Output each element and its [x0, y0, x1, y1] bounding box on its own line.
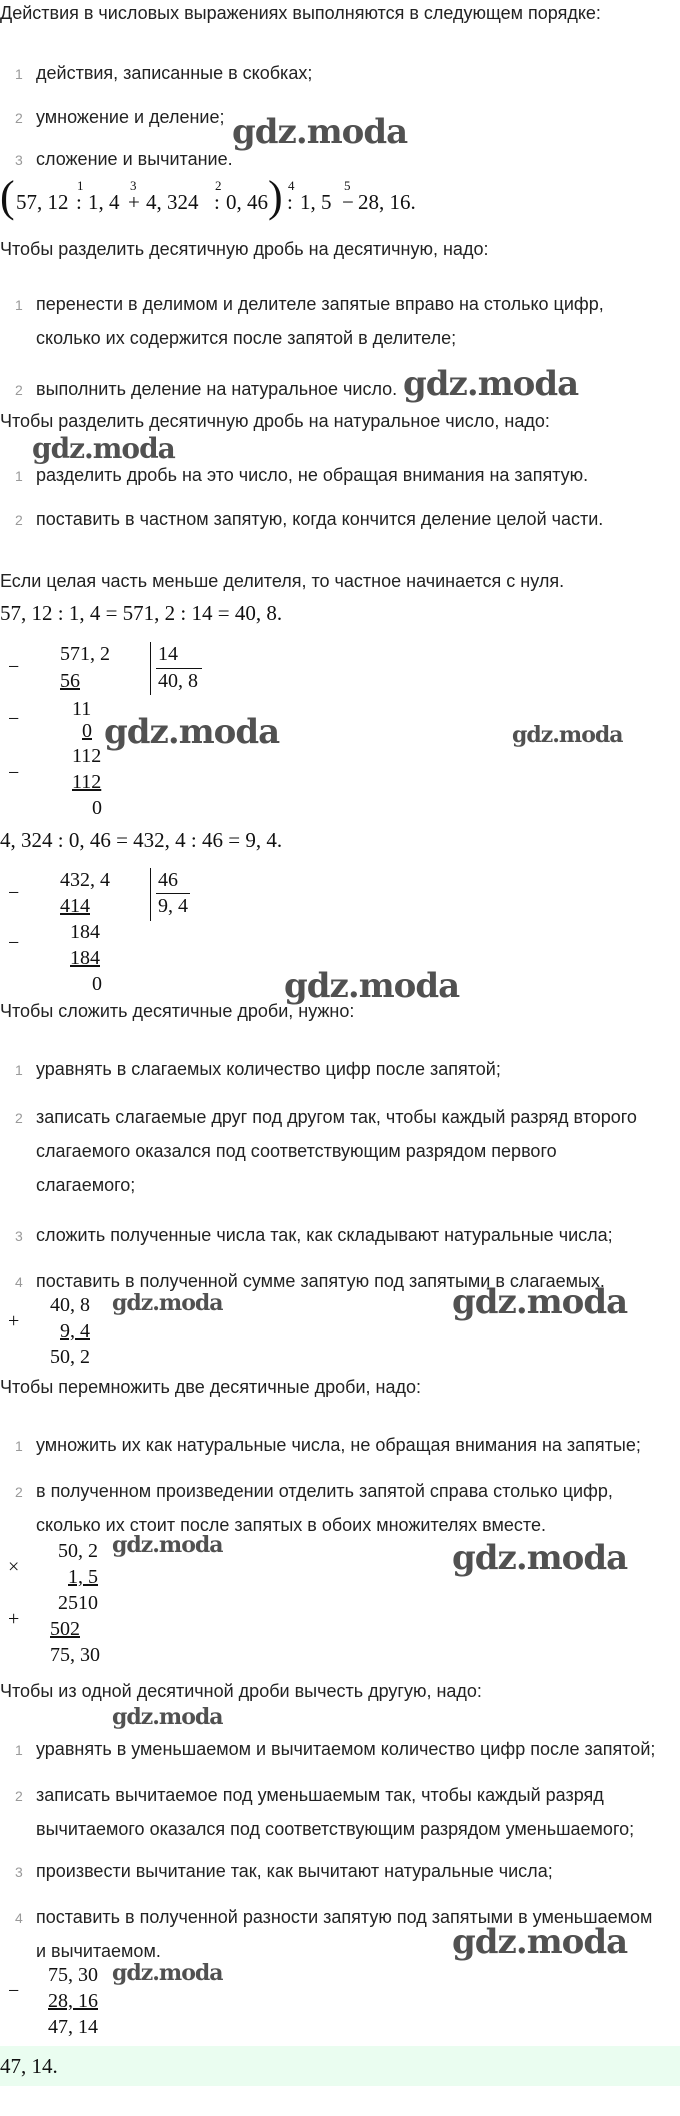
addend: 40, 8 — [50, 1294, 90, 1316]
step-number: 4 — [15, 1274, 23, 1290]
partial-row: 0 — [92, 797, 102, 819]
partial-product: 502 — [50, 1618, 80, 1640]
step-number: 2 — [15, 512, 23, 528]
minus-sign: − — [8, 656, 20, 678]
paren-open: ( — [0, 172, 15, 221]
step-text: перенести в делимом и делителе запятые вправо на столько цифр, — [36, 294, 604, 314]
dividend: 432, 4 — [60, 869, 110, 891]
expr-order: 1 — [77, 178, 84, 193]
quotient: 40, 8 — [158, 670, 198, 692]
minus-sign: − — [8, 708, 20, 730]
divisor: 46 — [158, 869, 178, 891]
expr-term: 4, 324 — [146, 190, 199, 214]
step-text: сложить полученные числа так, как складывают натуральные числа; — [36, 1225, 613, 1245]
watermark: gdz.moda — [104, 712, 280, 752]
nat-rule-title: Чтобы разделить десятичную дробь на натуральное число, надо: — [0, 411, 550, 431]
step-number: 2 — [15, 1788, 23, 1804]
step-number: 2 — [15, 382, 23, 398]
divisor: 14 — [158, 643, 178, 665]
quotient: 9, 4 — [158, 895, 188, 917]
partial-row: 56 — [60, 670, 80, 692]
step-text: действия, записанные в скобках; — [36, 63, 313, 83]
calc2-line: 4, 324 : 0, 46 = 432, 4 : 46 = 9, 4. — [0, 828, 283, 852]
minus-sign: − — [8, 1980, 20, 2002]
partial-product: 2510 — [58, 1592, 98, 1614]
calc1-line: 57, 12 : 1, 4 = 571, 2 : 14 = 40, 8. — [0, 601, 283, 625]
watermark: gdz.moda — [452, 1922, 628, 1962]
division-bar — [150, 868, 151, 921]
intro-text: Действия в числовых выражениях выполняются в следующем порядке: — [0, 3, 601, 23]
expr-term: 0, 46 — [226, 190, 268, 214]
step-text: сложение и вычитание. — [36, 149, 233, 169]
step-number: 4 — [15, 1910, 23, 1926]
division-bar — [150, 642, 151, 695]
step-number: 1 — [15, 297, 23, 313]
expr-order: 4 — [288, 178, 295, 193]
watermark: gdz.moda — [403, 364, 579, 404]
paren-close: ) — [268, 172, 283, 221]
step-text: поставить в частном запятую, когда кончится деление целой части. — [36, 509, 604, 529]
step-number: 1 — [15, 1062, 23, 1078]
step-number: 1 — [15, 468, 23, 484]
partial-row: 414 — [60, 895, 90, 917]
minus-sign: − — [8, 882, 20, 904]
step-text: разделить дробь на это число, не обращая внимания на запятую. — [36, 465, 589, 485]
expr-op: : — [214, 190, 220, 214]
step-text: слагаемого оказался под соответствующим разрядом первого — [36, 1141, 557, 1161]
step-text: поставить в полученной сумме запятую под запятыми в слагаемых. — [36, 1271, 605, 1291]
expr-order: 2 — [215, 178, 222, 193]
expr-op: : — [76, 190, 82, 214]
watermark: gdz.moda — [232, 112, 408, 152]
watermark: gdz.moda — [452, 1282, 628, 1322]
divisor-line — [156, 668, 202, 669]
watermark: gdz.moda — [32, 432, 175, 465]
step-number: 1 — [15, 66, 23, 82]
addend: 9, 4 — [60, 1320, 90, 1342]
expr-op: : — [287, 190, 293, 214]
step-text: сколько их стоит после запятых в обоих множителях вместе. — [36, 1515, 546, 1535]
step-text: записать вычитаемое под уменьшаемым так, чтобы каждый разряд — [36, 1785, 604, 1805]
watermark: gdz.moda — [284, 966, 460, 1006]
difference-result: 47, 14 — [48, 2016, 98, 2038]
expr-op: − — [342, 190, 354, 214]
step-text: умножить их как натуральные числа, не обращая внимания на запятые; — [36, 1435, 641, 1455]
partial-row: 11 — [72, 698, 92, 720]
step-text: вычитаемого оказался под соответствующим разрядом уменьшаемого; — [36, 1819, 635, 1839]
step-text: выполнить деление на натуральное число. — [36, 379, 398, 399]
step-text: записать слагаемые друг под другом так, чтобы каждый разряд второго — [36, 1107, 637, 1127]
step-text: произвести вычитание так, как вычитают натуральные числа; — [36, 1861, 553, 1881]
step-number: 3 — [15, 1864, 23, 1880]
answer-value: 47, 14. — [0, 2054, 58, 2078]
step-text: умножение и деление; — [36, 107, 225, 127]
expr-term: 57, 12 — [16, 190, 69, 214]
watermark: gdz.moda — [452, 1538, 628, 1578]
minuend: 75, 30 — [48, 1964, 98, 1986]
add-rule-title: Чтобы сложить десятичные дроби, нужно: — [0, 1001, 355, 1021]
watermark: gdz.moda — [112, 1960, 223, 1986]
step-number: 2 — [15, 110, 23, 126]
watermark: gdz.moda — [112, 1704, 223, 1730]
zero-note: Если целая часть меньше делителя, то частное начинается с нуля. — [0, 571, 565, 591]
partial-row: 0 — [92, 973, 102, 995]
mul-rule-title: Чтобы перемножить две десятичные дроби, надо: — [0, 1377, 421, 1397]
sub-rule-title: Чтобы из одной десятичной дроби вычесть другую, надо: — [0, 1681, 482, 1701]
step-text: в полученном произведении отделить запятой справа столько цифр, — [36, 1481, 613, 1501]
factor: 1, 5 — [68, 1566, 98, 1588]
step-number: 1 — [15, 1438, 23, 1454]
plus-sign: + — [8, 1310, 20, 1332]
partial-row: 112 — [72, 745, 102, 767]
expr-order: 5 — [344, 178, 351, 193]
plus-sign: + — [8, 1608, 20, 1630]
expr-term: 1, 4 — [88, 190, 120, 214]
step-number: 3 — [15, 1228, 23, 1244]
expr-term: 28, 16. — [358, 190, 416, 214]
partial-row: 184 — [70, 947, 100, 969]
expression — [0, 170, 430, 230]
step-number: 1 — [15, 1742, 23, 1758]
subtrahend: 28, 16 — [48, 1990, 98, 2012]
step-number: 2 — [15, 1484, 23, 1500]
step-text: поставить в полученной разности запятую под запятыми в уменьшаемом — [36, 1907, 653, 1927]
product-result: 75, 30 — [50, 1644, 100, 1666]
div-rule-title: Чтобы разделить десятичную дробь на десятичную, надо: — [0, 239, 489, 259]
step-text: уравнять в слагаемых количество цифр после запятой; — [36, 1059, 501, 1079]
multiply-sign: × — [8, 1556, 20, 1578]
watermark: gdz.moda — [512, 722, 623, 748]
expr-term: 1, 5 — [300, 190, 332, 214]
step-text: уравнять в уменьшаемом и вычитаемом количество цифр после запятой; — [36, 1739, 656, 1759]
step-number: 2 — [15, 1110, 23, 1126]
expr-order: 3 — [130, 178, 137, 193]
step-text: сколько их содержится после запятой в делителе; — [36, 328, 457, 348]
watermark: gdz.moda — [112, 1532, 223, 1558]
minus-sign: − — [8, 762, 20, 784]
watermark: gdz.moda — [112, 1290, 223, 1316]
partial-row: 184 — [70, 921, 100, 943]
partial-row: 0 — [82, 720, 92, 742]
step-number: 3 — [15, 152, 23, 168]
partial-row: 112 — [72, 771, 102, 793]
step-text: слагаемого; — [36, 1175, 136, 1195]
sum-result: 50, 2 — [50, 1346, 90, 1368]
minus-sign: − — [8, 932, 20, 954]
step-text: и вычитаемом. — [36, 1941, 161, 1961]
answer-box — [0, 2046, 680, 2086]
dividend: 571, 2 — [60, 643, 110, 665]
divisor-line — [156, 893, 190, 894]
expr-op: + — [128, 190, 140, 214]
factor: 50, 2 — [58, 1540, 98, 1562]
